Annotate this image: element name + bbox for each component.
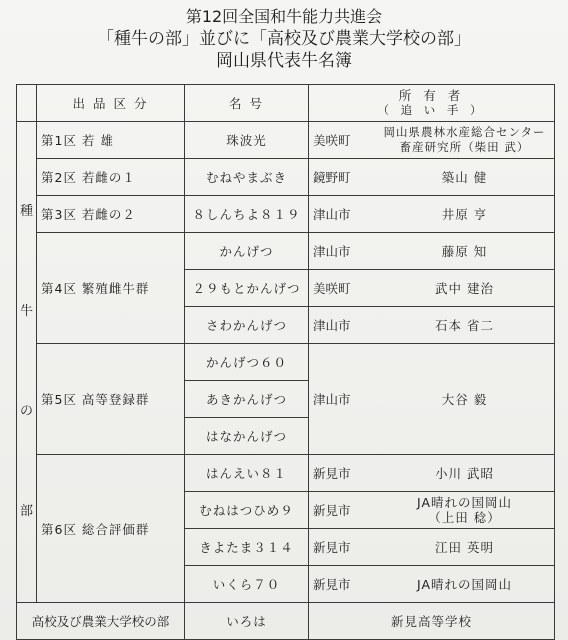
group-label-char: の xyxy=(19,404,33,419)
owner-cell xyxy=(309,122,555,159)
owner-cell xyxy=(309,307,555,344)
header-owner-line1: 所 有 者 xyxy=(398,88,465,103)
owner-line2: 畜産研究所（柴田 武） xyxy=(399,140,530,154)
name-cell: きよたま３１４ xyxy=(185,529,309,566)
name-cell: かんげつ６０ xyxy=(185,344,309,381)
header-name: 名 号 xyxy=(185,85,309,122)
name-cell: ２９もとかんげつ xyxy=(185,270,309,307)
place-text: 津山市 xyxy=(313,392,351,407)
owner-text: 井原 亨 xyxy=(441,206,488,222)
group-label-char: 部 xyxy=(19,504,33,519)
place-text: 新見市 xyxy=(313,577,351,592)
name-cell: 珠波光 xyxy=(185,122,309,159)
owner-line1: JA晴れの国岡山 xyxy=(416,495,513,510)
owner-cell xyxy=(309,196,555,233)
title-line-1: 第12回全国和牛能力共進会 xyxy=(185,7,383,26)
place-text: 美咲町 xyxy=(313,133,351,148)
table-row xyxy=(17,159,555,196)
table-row xyxy=(17,233,555,270)
title-line-3: 岡山県代表牛名簿 xyxy=(216,51,352,71)
name-cell: あきかんげつ xyxy=(185,381,309,418)
owner-text: 大谷 毅 xyxy=(441,391,488,407)
footer-row xyxy=(17,603,555,640)
place-text: 美咲町 xyxy=(313,281,351,296)
table-row xyxy=(17,196,555,233)
owner-cell xyxy=(309,159,555,196)
place-text: 新見市 xyxy=(313,503,351,518)
owner-text: 藤原 知 xyxy=(441,243,488,259)
owner-text xyxy=(375,495,554,525)
owner-text: 武中 建治 xyxy=(435,280,494,296)
owner-cell xyxy=(309,455,555,492)
table-row xyxy=(17,122,555,159)
category-cell: 第3区 若雌の２ xyxy=(37,196,185,233)
owner-cell xyxy=(309,344,555,455)
title-block xyxy=(0,6,568,72)
name-cell: ８しんちよ８１９ xyxy=(185,196,309,233)
owner-cell xyxy=(309,270,555,307)
category-cell: 第5区 高等登録群 xyxy=(37,344,185,455)
category-cell: 第6区 総合評価群 xyxy=(37,455,185,603)
name-cell: むねはつひめ９ xyxy=(185,492,309,529)
name-cell: かんげつ xyxy=(185,233,309,270)
owner-text: 江田 英明 xyxy=(435,539,494,555)
owner-text: JA晴れの国岡山 xyxy=(416,576,513,592)
group-label-char: 種 xyxy=(19,204,33,219)
owner-line1: 岡山県農林水産総合センター xyxy=(383,125,546,139)
place-text: 新見市 xyxy=(313,540,351,555)
place-text: 新見市 xyxy=(313,466,351,481)
table-row xyxy=(17,455,555,492)
category-cell: 第1区 若 雄 xyxy=(37,122,185,159)
name-cell: はんえい８１ xyxy=(185,455,309,492)
place-text: 津山市 xyxy=(313,207,351,222)
roster-table xyxy=(16,84,555,640)
footer-name-cell: いろは xyxy=(185,603,309,640)
name-cell: いくら７０ xyxy=(185,566,309,603)
owner-cell xyxy=(309,529,555,566)
owner-text: 小川 武昭 xyxy=(435,465,494,481)
header-owner-line2: （ 追 い 手 ） xyxy=(377,103,486,117)
table-row xyxy=(17,344,555,381)
owner-text xyxy=(375,125,554,155)
owner-cell xyxy=(309,492,555,529)
place-text: 津山市 xyxy=(313,318,351,333)
header-owner xyxy=(309,85,555,122)
place-text: 津山市 xyxy=(313,244,351,259)
header-row xyxy=(17,85,555,122)
owner-line2: （上田 稔） xyxy=(428,510,501,525)
owner-cell xyxy=(309,233,555,270)
group-label-char: 牛 xyxy=(19,304,33,319)
header-blank xyxy=(17,85,37,122)
category-cell: 第4区 繁殖雌牛群 xyxy=(37,233,185,344)
name-cell: はなかんげつ xyxy=(185,418,309,455)
footer-category-cell: 高校及び農業大学校の部 xyxy=(17,603,185,640)
place-text: 鏡野町 xyxy=(313,170,351,185)
owner-cell xyxy=(309,566,555,603)
footer-owner-cell xyxy=(309,603,555,640)
footer-owner-text: 新見高等学校 xyxy=(390,613,472,629)
name-cell: さわかんげつ xyxy=(185,307,309,344)
header-category: 出 品 区 分 xyxy=(37,85,185,122)
category-cell: 第2区 若雌の１ xyxy=(37,159,185,196)
group-label-cell xyxy=(17,122,37,603)
owner-text: 築山 健 xyxy=(441,169,488,185)
owner-text: 石本 省二 xyxy=(435,317,494,333)
name-cell: むねやまぶき xyxy=(185,159,309,196)
title-line-2: 「種牛の部」並びに「高校及び農業大学校の部」 xyxy=(97,29,471,49)
